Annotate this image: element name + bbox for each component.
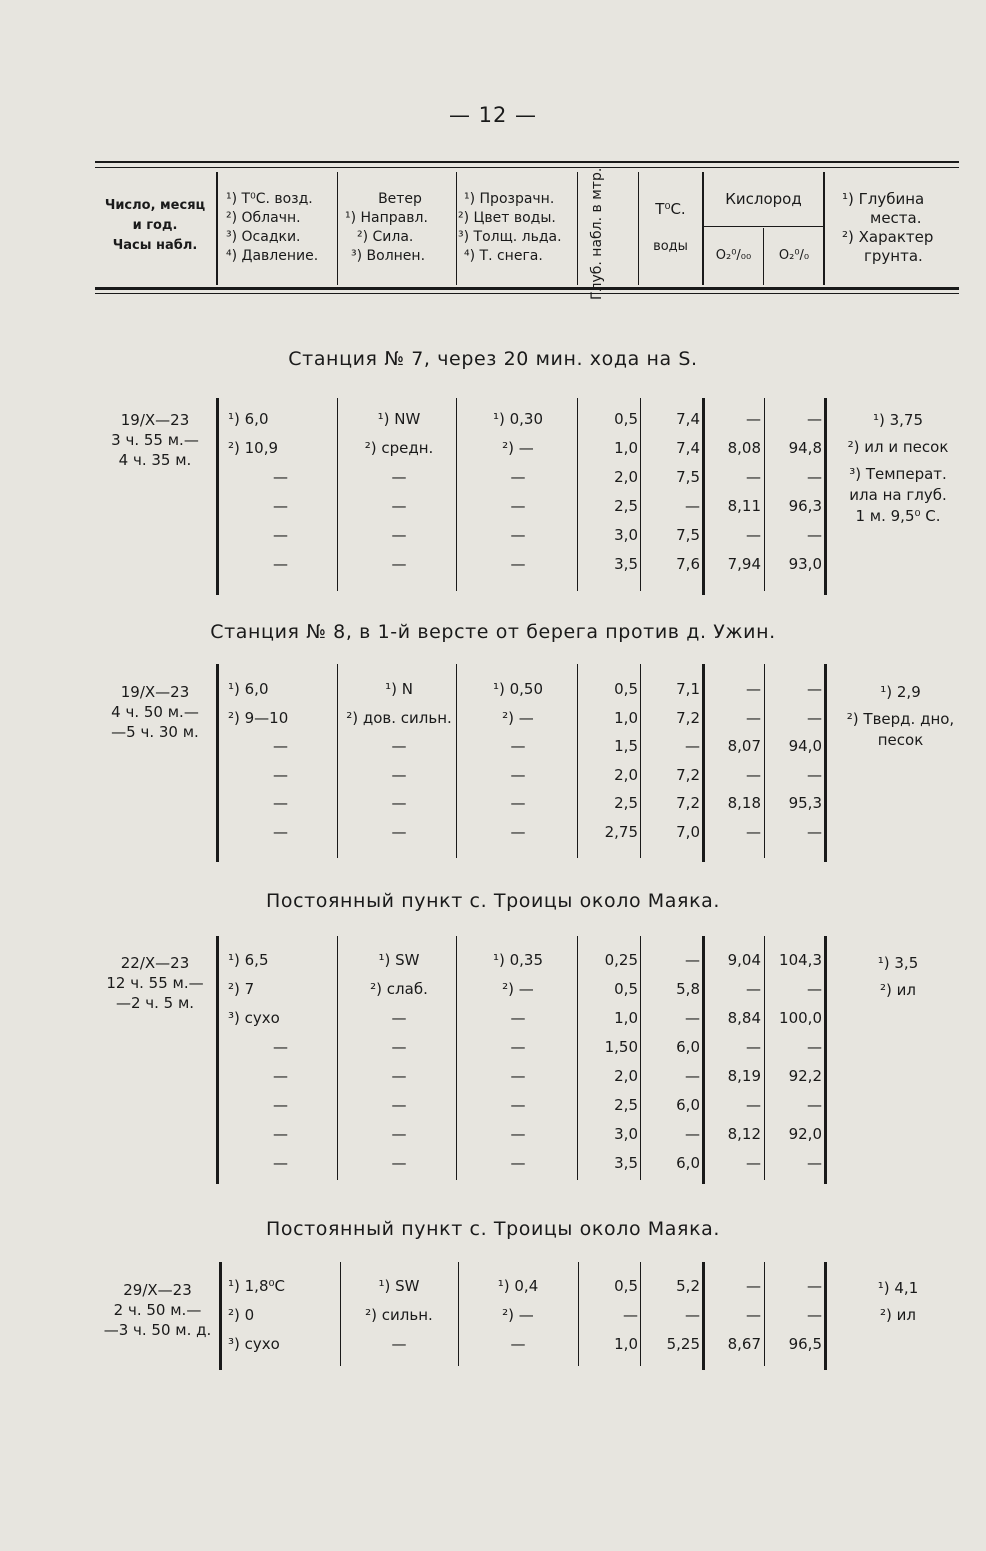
header-wind-col: Ветер ¹) Направл. ²) Сила. ³) Волнен. [345,191,428,264]
cell-wind: — [391,1067,407,1085]
column-divider [824,936,827,1184]
cell-water: — [510,765,526,784]
station-date: 22/X—23 12 ч. 55 м.— —2 ч. 5 м. [106,954,204,1012]
cell-air: ²) 7 [228,980,255,998]
column-divider [824,664,827,862]
column-divider [340,1262,341,1366]
cell-temp: 6,0 [676,1038,700,1056]
cell-water: — [510,526,526,544]
cell-wind: ²) средн. [364,439,434,457]
cell-o2: 92,0 [788,1125,822,1143]
cell-water: ¹) 0,35 [492,951,544,969]
cell-air: ¹) 1,8⁰С [228,1277,285,1295]
cell-air: — [273,765,288,784]
header-oxygen-col: Кислород [725,190,802,208]
cell-depth: 2,5 [614,794,638,812]
column-divider [702,936,705,1184]
cell-depth: 1,50 [604,1038,638,1056]
column-divider [764,664,765,858]
cell-water: ¹) 0,4 [497,1277,539,1295]
cell-water: — [510,1125,526,1143]
cell-temp: 7,2 [676,794,700,812]
cell-water: — [510,1154,526,1172]
cell-air: ²) 10,9 [228,439,279,457]
cell-water: — [510,497,526,515]
header-oxygen-sub2: O₂⁰/₀ [778,248,810,263]
cell-o1: — [746,822,761,841]
cell-wind: — [391,822,407,841]
cell-water: — [510,1067,526,1085]
station-date: 19/X—23 3 ч. 55 м.— 4 ч. 35 м. [111,411,199,469]
cell-wind: ¹) N [385,680,413,698]
cell-wind: ²) дов. сильн. [346,708,452,727]
column-divider [219,1262,222,1370]
cell-air: ²) 9—10 [228,708,289,727]
cell-o1: — [746,468,761,486]
cell-air: ³) сухо [228,1335,280,1353]
cell-depth: — [623,1306,638,1324]
station-date: 29/X—23 2 ч. 50 м.— —3 ч. 50 м. д. [103,1281,212,1339]
cell-air: — [273,555,288,573]
cell-temp: 7,4 [676,410,700,428]
cell-o1: — [746,708,761,727]
cell-air: ¹) 6,0 [228,680,269,698]
cell-water: ²) — [502,1306,534,1324]
column-divider [577,936,578,1180]
column-divider [640,936,641,1180]
cell-depth: 0,5 [614,410,638,428]
cell-water: — [510,1038,526,1056]
cell-water: — [510,1009,526,1027]
column-divider [640,1262,641,1366]
cell-temp: — [685,1067,700,1085]
cell-depth: 3,0 [614,1125,638,1143]
header-air-col: ¹) T⁰C. возд. ²) Облачн. ³) Осадки. ⁴) Давление. [226,191,319,264]
cell-air: — [273,1067,288,1085]
cell-depth: 3,5 [614,555,638,573]
cell-o1: — [746,980,761,998]
cell-o2: — [807,680,822,698]
cell-depth: 2,5 [614,497,638,515]
cell-o1: — [746,1306,761,1324]
cell-o2: 104,3 [779,951,822,969]
cell-water: ²) — [502,439,534,457]
cell-depth: 2,75 [604,822,638,841]
cell-air: ²) 0 [228,1306,255,1324]
cell-wind: — [391,1038,407,1056]
cell-o2: — [807,1277,822,1295]
cell-o2: 100,0 [779,1009,822,1027]
cell-o2: 93,0 [788,555,822,573]
cell-o1: 9,04 [727,951,761,969]
cell-depth: 1,5 [614,737,638,755]
header-top-rule-thin [95,167,959,168]
cell-air: — [273,1038,288,1056]
cell-air: — [273,1125,288,1143]
cell-wind: — [391,1154,407,1172]
cell-o2: — [807,1038,822,1056]
column-divider [577,664,578,858]
cell-o2: 96,5 [788,1335,822,1353]
cell-air: — [273,497,288,515]
column-divider [458,1262,459,1366]
header-oxygen-sub1: O₂⁰/₀₀ [715,248,752,263]
cell-depth: 1,0 [614,1335,638,1353]
column-divider [764,1262,765,1366]
cell-o1: 8,19 [727,1067,761,1085]
cell-o1: 8,84 [727,1009,761,1027]
station-notes: ¹) 2,9 ²) Тверд. дно, песок [846,683,955,749]
cell-o2: — [807,526,822,544]
page-number: — 12 — [448,103,538,127]
cell-temp: — [685,1125,700,1143]
cell-depth: 1,0 [614,439,638,457]
cell-temp: 5,25 [666,1335,700,1353]
column-divider [337,398,338,591]
cell-air: ³) сухо [228,1009,280,1027]
cell-depth: 3,0 [614,526,638,544]
cell-o2: — [807,980,822,998]
station-title: Станция № 8, в 1-й версте от берега против д. Ужин. [210,621,776,643]
cell-depth: 2,0 [614,1067,638,1085]
station-notes: ¹) 3,75 ²) ил и песок ³) Температ. ила на глуб. 1 м. 9,5⁰ С. [847,411,949,525]
header-depth-col: Глуб. набл. в мтр. [589,167,605,300]
column-divider [216,936,219,1184]
station-title: Постоянный пункт с. Троицы около Маяка. [265,890,721,912]
column-divider [456,936,457,1180]
cell-depth: 3,5 [614,1154,638,1172]
cell-temp: 6,0 [676,1096,700,1114]
cell-water: ²) — [502,980,534,998]
cell-water: ¹) 0,30 [492,410,544,428]
cell-o1: 8,08 [727,439,761,457]
column-divider [764,936,765,1180]
column-divider [640,664,641,858]
cell-temp: 7,5 [676,468,700,486]
cell-o2: 94,8 [788,439,822,457]
cell-wind: ²) сильн. [365,1306,433,1324]
cell-temp: 7,6 [676,555,700,573]
header-bottom-rule-thin [95,293,959,294]
column-divider [824,398,827,595]
cell-o1: — [746,765,761,784]
cell-temp: 7,4 [676,439,700,457]
cell-o1: — [746,1154,761,1172]
cell-wind: — [391,765,407,784]
cell-o2: 96,3 [788,497,822,515]
cell-o2: 92,2 [788,1067,822,1085]
header-ground-col: ¹) Глубина места. ²) Характер грунта. [842,190,934,265]
cell-o1: 8,12 [727,1125,761,1143]
cell-o2: — [807,822,822,841]
cell-air: — [273,1096,288,1114]
cell-temp: 7,2 [676,708,700,727]
cell-wind: — [391,1125,407,1143]
oxygen-sub-rule [703,226,824,227]
station-title: Постоянный пункт с. Троицы около Маяка. [265,1218,721,1240]
cell-depth: 0,5 [614,1277,638,1295]
column-divider [640,398,641,591]
cell-o1: 8,07 [727,737,761,755]
cell-water: — [510,1335,526,1353]
header-divider [702,172,704,285]
column-divider [577,398,578,591]
station-notes: ¹) 4,1 ²) ил [877,1279,919,1324]
cell-wind: — [391,555,407,573]
cell-depth: 0,25 [604,951,638,969]
header-bottom-rule [95,287,959,290]
cell-o2: 94,0 [788,737,822,755]
cell-wind: ²) слаб. [370,980,428,998]
cell-wind: — [391,737,407,755]
header-divider [763,228,764,285]
cell-air: — [273,1154,288,1172]
cell-depth: 1,0 [614,1009,638,1027]
cell-wind: — [391,497,407,515]
cell-temp: 7,0 [676,822,700,841]
cell-o1: — [746,1277,761,1295]
cell-o1: 8,11 [727,497,761,515]
header-top-rule [95,161,959,163]
column-divider [578,1262,579,1366]
cell-temp: — [685,1009,700,1027]
cell-temp: — [685,497,700,515]
cell-o1: — [746,410,761,428]
cell-o1: — [746,1096,761,1114]
cell-water: — [510,468,526,486]
header-divider [337,172,338,285]
cell-depth: 2,5 [614,1096,638,1114]
cell-temp: — [685,951,700,969]
cell-depth: 2,0 [614,468,638,486]
cell-o1: — [746,526,761,544]
cell-wind: ¹) NW [377,410,421,428]
cell-wind: — [391,468,407,486]
station-notes: ¹) 3,5 ²) ил [877,954,919,999]
cell-o1: 7,94 [727,555,761,573]
cell-wind: ¹) SW [378,951,420,969]
cell-water: — [510,737,526,755]
column-divider [337,936,338,1180]
column-divider [337,664,338,858]
cell-depth: 0,5 [614,980,638,998]
header-divider [456,172,457,285]
cell-air: — [273,822,288,841]
cell-o2: — [807,708,822,727]
cell-depth: 0,5 [614,680,638,698]
cell-temp: 7,5 [676,526,700,544]
cell-temp: — [685,1306,700,1324]
cell-wind: — [391,526,407,544]
cell-depth: 2,0 [614,765,638,784]
cell-wind: — [391,1335,407,1353]
cell-air: — [273,737,288,755]
cell-air: — [273,526,288,544]
cell-temp: 7,2 [676,765,700,784]
cell-o1: — [746,1038,761,1056]
header-temp-col: T⁰C. воды [653,200,688,254]
cell-o1: 8,67 [727,1335,761,1353]
cell-temp: 5,8 [676,980,700,998]
cell-air: ¹) 6,0 [228,410,269,428]
cell-o2: — [807,1096,822,1114]
header-divider [823,172,825,285]
cell-air: — [273,794,288,812]
cell-o2: — [807,765,822,784]
cell-water: — [510,555,526,573]
column-divider [216,398,219,595]
column-divider [216,664,219,862]
cell-wind: — [391,1096,407,1114]
cell-air: — [273,468,288,486]
cell-water: ²) — [502,708,534,727]
cell-air: ¹) 6,5 [228,951,269,969]
column-divider [764,398,765,591]
cell-temp: — [685,737,700,755]
cell-depth: 1,0 [614,708,638,727]
cell-o2: 95,3 [788,794,822,812]
cell-water: ¹) 0,50 [492,680,544,698]
cell-wind: ¹) SW [378,1277,420,1295]
cell-temp: 7,1 [676,680,700,698]
station-title: Станция № 7, через 20 мин. хода на S. [288,348,698,370]
column-divider [456,398,457,591]
cell-water: — [510,794,526,812]
cell-water: — [510,1096,526,1114]
column-divider [456,664,457,858]
cell-temp: 5,2 [676,1277,700,1295]
column-divider [824,1262,827,1370]
cell-wind: — [391,794,407,812]
cell-o1: 8,18 [727,794,761,812]
header-date-col: Число, месяц и год. Часы набл. [104,198,206,253]
cell-o2: — [807,1154,822,1172]
cell-o2: — [807,1306,822,1324]
station-date: 19/X—23 4 ч. 50 м.— —5 ч. 30 м. [111,683,199,741]
cell-o2: — [807,410,822,428]
header-divider [216,172,218,285]
cell-water: — [510,822,526,841]
cell-wind: — [391,1009,407,1027]
header-water-col: ¹) Прозрачн. ²) Цвет воды. ³) Толщ. льда. ⁴) Т. снега. [458,191,562,264]
cell-o2: — [807,468,822,486]
cell-o1: — [746,680,761,698]
cell-temp: 6,0 [676,1154,700,1172]
